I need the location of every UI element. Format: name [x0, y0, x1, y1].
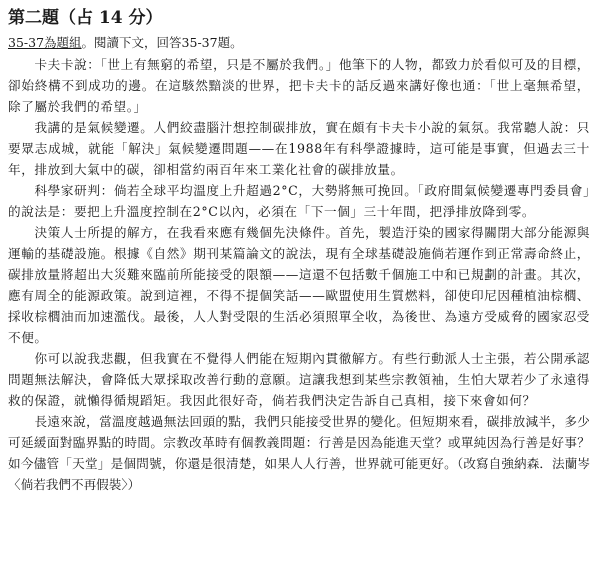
passage-paragraph-6-text: 長遠來說，當溫度越過無法回頭的點，我們只能接受世界的變化。但短期來看，碳排放減半，多少可延緩面對臨界點的時間。宗教改革時有個教義問題：行善是因為能進天堂？或單純因為行善是好事？如今儘管「天堂」是個問號，你還是很清楚，如果人人行善，世界就可能更好。: [8, 414, 590, 471]
title-prefix: 第二題（占: [8, 8, 99, 28]
title-suffix: 分）: [122, 8, 163, 28]
passage-paragraph-6: [8, 411, 590, 495]
section-title: [8, 6, 590, 30]
passage-source-citation: （改寫自強納森．法蘭岑〈倘若我們不再假裝〉）: [8, 456, 590, 492]
question-group-instruction: [8, 32, 590, 54]
passage-paragraph-2: 我講的是氣候變遷。人們絞盡腦汁想控制碳排放，實在頗有卡夫卡小說的氣氛。我常聽人說：只要眾志成城，就能「解決」氣候變遷問題——在1988年有科學證據時，這可能是事實，但過去三十年，排放到大氣中的碳，卻相當約兩百年來工業化社會的碳排放量。: [8, 120, 590, 177]
passage-paragraph-5: 你可以說我悲觀，但我實在不覺得人們能在短期內貫徹解方。有些行動派人士主張，若公開承認問題無法解決，會降低大眾採取改善行動的意願。這讓我想到某些宗教領袖，生怕大眾若少了永遠得救的保證，就懶得循規蹈矩。我因此很好奇，倘若我們決定告訴自己真相，接下來會如何？: [8, 351, 590, 408]
passage-paragraph-4: 決策人士所提的解方，在我看來應有幾個先決條件。首先，製造汙染的國家得關閉大部分能源與運輸的基礎設施。根據《自然》期刊某篇論文的說法，現有全球基礎設施倘若運作到正常壽命終止，碳排放量將超出大災難來臨前所能接受的限額——這還不包括數千個施工中和已規劃的計畫。其次，應有周全的能源政策。說到這裡，不得不提個笑話——歐盟使用生質燃料，卻使印尼因種植油棕櫚、採收棕櫚油而加速濫伐。最後，人人對受限的生活必須照單全收，為後世、為遠方受威脅的國家忍受不便。: [8, 225, 590, 345]
reading-passage: [8, 54, 590, 495]
question-group-reference: 35-37為題組: [8, 35, 82, 50]
passage-paragraph-1: 卡夫卡說：「世上有無窮的希望，只是不屬於我們。」他筆下的人物，都致力於看似可及的目標，卻始終構不到成功的邊。在這駭然黯淡的世界，把卡夫卡的話反過來講好像也通：「世上毫無希望，除了屬於我們的希望。」: [8, 57, 590, 114]
points-value: 14: [98, 8, 123, 28]
instruction-text: 。閱讀下文，回答35-37題。: [81, 35, 243, 50]
passage-paragraph-3: 科學家研判：倘若全球平均溫度上升超過2°C，大勢將無可挽回。「政府間氣候變遷專門委員會」的說法是：要把上升溫度控制在2°C以內，必須在「下一個」三十年間，把淨排放降到零。: [8, 183, 590, 219]
